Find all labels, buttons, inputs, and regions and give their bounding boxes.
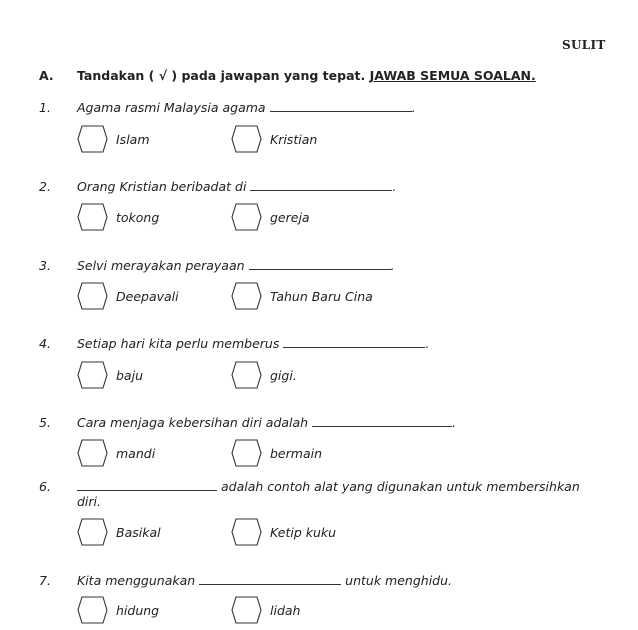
- option-checkbox[interactable]: [77, 439, 155, 467]
- option-checkbox[interactable]: [77, 125, 150, 153]
- option-checkbox[interactable]: [231, 361, 297, 389]
- section-letter: A.: [39, 68, 54, 83]
- option-checkbox[interactable]: [231, 518, 336, 546]
- question-stem: Cara menjaga kebersihan diri adalah: [77, 415, 309, 430]
- hexagon-checkbox-icon[interactable]: [231, 203, 262, 231]
- hexagon-checkbox-icon[interactable]: [77, 282, 108, 310]
- question-text: [77, 573, 452, 588]
- answer-blank: [312, 416, 452, 427]
- hexagon-checkbox-icon[interactable]: [231, 361, 262, 389]
- option-label: bermain: [270, 445, 322, 461]
- option-label: Deepavali: [116, 288, 179, 304]
- answer-blank: [249, 259, 391, 270]
- section-instruction: [77, 68, 536, 83]
- option-checkbox[interactable]: [231, 203, 310, 231]
- hexagon-checkbox-icon[interactable]: [231, 125, 262, 153]
- hexagon-checkbox-icon[interactable]: [77, 361, 108, 389]
- option-label: tokong: [116, 209, 160, 225]
- option-checkbox[interactable]: [231, 125, 317, 153]
- option-checkbox[interactable]: [77, 596, 159, 624]
- option-label: mandi: [116, 445, 156, 461]
- hexagon-checkbox-icon[interactable]: [77, 596, 108, 624]
- option-checkbox[interactable]: [77, 518, 161, 546]
- question-number: 5.: [39, 415, 51, 430]
- option-checkbox[interactable]: [231, 282, 373, 310]
- hexagon-checkbox-icon[interactable]: [231, 439, 262, 467]
- option-checkbox[interactable]: [77, 361, 143, 389]
- question-end: .: [425, 336, 430, 351]
- hexagon-checkbox-icon[interactable]: [231, 596, 262, 624]
- question-number: 2.: [39, 179, 51, 194]
- question-end: .: [411, 100, 416, 115]
- question-number: 3.: [39, 258, 51, 273]
- question-end: adalah contoh alat yang digunakan untuk membersihkan: [220, 479, 580, 494]
- question-text: [77, 179, 396, 194]
- option-label: hidung: [116, 602, 160, 618]
- question-end: .: [392, 179, 397, 194]
- option-label: Islam: [116, 131, 150, 147]
- option-label: lidah: [270, 602, 301, 618]
- question-stem: Setiap hari kita perlu memberus: [77, 336, 280, 351]
- hexagon-checkbox-icon[interactable]: [77, 518, 108, 546]
- question-text: [77, 479, 580, 494]
- question-text: [77, 415, 456, 430]
- question-stem: Selvi merayakan perayaan: [77, 258, 245, 273]
- question-end: .: [452, 415, 457, 430]
- option-label: Kristian: [270, 131, 318, 147]
- answer-blank: [250, 180, 392, 191]
- question-stem: Orang Kristian beribadat di: [77, 179, 247, 194]
- hexagon-checkbox-icon[interactable]: [77, 203, 108, 231]
- option-label: Tahun Baru Cina: [270, 288, 373, 304]
- hexagon-checkbox-icon[interactable]: [231, 282, 262, 310]
- option-checkbox[interactable]: [77, 282, 179, 310]
- hexagon-checkbox-icon[interactable]: [77, 439, 108, 467]
- answer-blank: [77, 480, 217, 491]
- question-text: [77, 258, 395, 273]
- option-label: Ketip kuku: [270, 524, 337, 540]
- hexagon-checkbox-icon[interactable]: [77, 125, 108, 153]
- question-end: .: [390, 258, 395, 273]
- question-number: 7.: [39, 573, 51, 588]
- hexagon-checkbox-icon[interactable]: [231, 518, 262, 546]
- option-label: gigi.: [270, 367, 297, 383]
- question-text: [77, 100, 416, 115]
- question-text: [77, 336, 429, 351]
- question-number: 1.: [39, 100, 51, 115]
- question-number: 4.: [39, 336, 51, 351]
- question-stem: Kita menggunakan: [77, 573, 196, 588]
- question-text-continuation: diri.: [77, 494, 101, 509]
- answer-blank: [270, 101, 412, 112]
- option-label: baju: [116, 367, 143, 383]
- question-end: untuk menghidu.: [345, 573, 453, 588]
- option-checkbox[interactable]: [231, 596, 300, 624]
- question-number: 6.: [39, 479, 51, 494]
- option-checkbox[interactable]: [77, 203, 159, 231]
- instruction-emphasis: JAWAB SEMUA SOALAN.: [369, 68, 536, 83]
- answer-blank: [283, 337, 425, 348]
- option-label: gereja: [270, 209, 310, 225]
- option-checkbox[interactable]: [231, 439, 322, 467]
- question-stem: Agama rasmi Malaysia agama: [77, 100, 266, 115]
- document-code: SULIT: [562, 38, 606, 52]
- instruction-text: Tandakan ( √ ) pada jawapan yang tepat.: [77, 68, 366, 83]
- answer-blank: [199, 574, 341, 585]
- option-label: Basikal: [116, 524, 161, 540]
